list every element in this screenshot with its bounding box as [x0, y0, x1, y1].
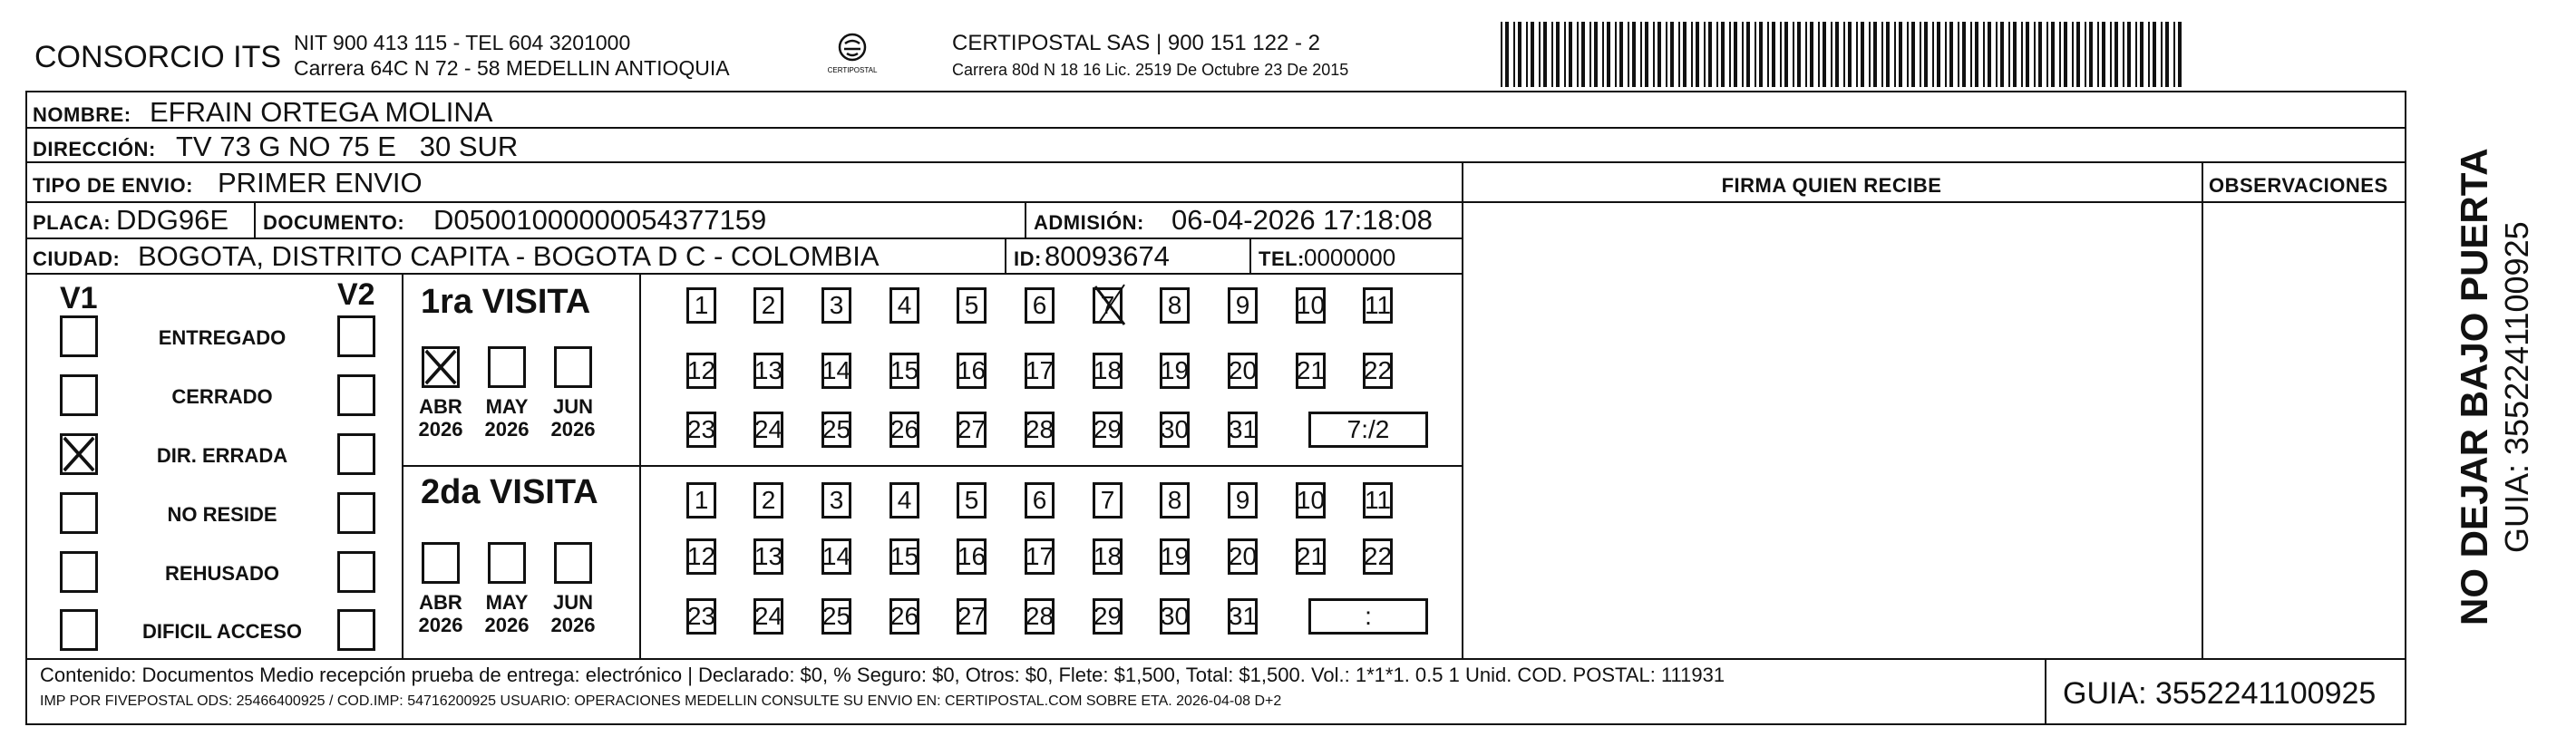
day-box: 3	[821, 482, 851, 519]
visit2-title: 2da VISITA	[421, 473, 598, 511]
day-box: 23	[686, 598, 716, 635]
day-box: 28	[1025, 412, 1055, 448]
day-box: 16	[957, 538, 987, 575]
admision-label: ADMISIÓN:	[1034, 211, 1144, 234]
day-box: 3	[821, 287, 851, 324]
day-box: 5	[957, 482, 987, 519]
day-box: 28	[1025, 598, 1055, 635]
day-box: 7	[1093, 287, 1123, 324]
carrier-license: Carrera 80d N 18 16 Lic. 2519 De Octubre 23 De 2015	[952, 61, 1349, 79]
placa-value: DDG96E	[116, 204, 229, 236]
month-checkbox	[488, 346, 526, 388]
ciudad-label: CIUDAD:	[33, 247, 121, 270]
day-box: 11	[1363, 287, 1393, 324]
day-box: 13	[753, 538, 783, 575]
day-box: 25	[821, 412, 851, 448]
id-label: ID:	[1014, 247, 1042, 270]
side-warning	[2416, 109, 2561, 635]
day-box: 10	[1296, 287, 1326, 324]
imp-line: IMP POR FIVEPOSTAL ODS: 25466400925 / COD.IMP: 54716200925 USUARIO: OPERACIONES MEDELLIN CONSULTE SU ENVIO EN: CERTIPOSTAL.COM SOBRE ETA. 2026-04-08 D+2	[40, 693, 1282, 709]
day-box: 21	[1296, 538, 1326, 575]
day-box: 1	[686, 287, 716, 324]
month-label	[541, 395, 605, 441]
v1-checkbox	[60, 609, 98, 651]
firma-header: FIRMA QUIEN RECIBE	[1721, 174, 1942, 197]
day-box: 22	[1363, 353, 1393, 389]
nombre-label: NOMBRE:	[33, 103, 131, 126]
day-box: 15	[889, 538, 919, 575]
ciudad-value: BOGOTA, DISTRITO CAPITA - BOGOTA D C - COLOMBIA	[138, 240, 880, 272]
month-year: 2026	[484, 418, 530, 441]
contenido-line: Contenido: Documentos Medio recepción prueba de entrega: electrónico | Declarado: $0, % Seguro: $0, Otros: $0, Flete: $1,500, Total: $1,500. Vol.: 1*1*1. 0.5 1 Unid. COD. POSTAL: 111931	[40, 664, 1725, 686]
time-box: 7:/2	[1308, 412, 1428, 448]
day-box: 26	[889, 598, 919, 635]
v2-checkbox	[337, 315, 375, 357]
month-name: JUN	[552, 591, 593, 614]
month-year: 2026	[418, 418, 463, 441]
day-box: 18	[1093, 353, 1123, 389]
documento-label: DOCUMENTO:	[263, 211, 405, 234]
v2-checkbox	[337, 492, 375, 534]
month-name: MAY	[485, 591, 529, 614]
v2-checkbox	[337, 551, 375, 593]
day-box: 6	[1025, 287, 1055, 324]
month-checkbox	[554, 542, 592, 584]
day-box: 6	[1025, 482, 1055, 519]
svg-text:CERTIPOSTAL: CERTIPOSTAL	[827, 66, 878, 74]
day-box: 14	[821, 353, 851, 389]
day-box: 9	[1228, 482, 1258, 519]
day-box: 19	[1160, 538, 1190, 575]
v2-checkbox	[337, 433, 375, 475]
no-dejar-bajo-puerta: NO DEJAR BAJO PUERTA	[2453, 148, 2495, 625]
direccion-value: TV 73 G NO 75 E 30 SUR	[176, 131, 519, 162]
side-guia: GUIA: 3552241100925	[2498, 221, 2535, 553]
documento-value: D05001000000054377159	[433, 204, 767, 236]
day-box: 8	[1160, 287, 1190, 324]
direccion-label: DIRECCIÓN:	[33, 138, 156, 160]
day-box: 18	[1093, 538, 1123, 575]
day-box: 22	[1363, 538, 1393, 575]
month-label	[541, 591, 605, 637]
barcode	[1501, 22, 2181, 87]
status-option-label: DIR. ERRADA	[156, 444, 288, 467]
observaciones-header: OBSERVACIONES	[2209, 174, 2388, 197]
month-label	[475, 591, 539, 637]
status-option-label: NO RESIDE	[167, 503, 277, 526]
day-box: 21	[1296, 353, 1326, 389]
day-box: 23	[686, 412, 716, 448]
day-box: 12	[686, 353, 716, 389]
v1-checkbox	[60, 492, 98, 534]
tel-label: TEL:	[1259, 247, 1305, 270]
admision-value: 06-04-2026 17:18:08	[1171, 204, 1433, 236]
day-box: 17	[1025, 538, 1055, 575]
tipo-envio-value: PRIMER ENVIO	[218, 167, 423, 199]
nombre-value: EFRAIN ORTEGA MOLINA	[150, 96, 493, 128]
month-name: MAY	[485, 395, 529, 418]
month-checkbox	[554, 346, 592, 388]
day-box: 13	[753, 353, 783, 389]
carrier-name-nit: CERTIPOSTAL SAS | 900 151 122 - 2	[952, 31, 1320, 55]
day-box: 4	[889, 287, 919, 324]
sender-nit-tel: NIT 900 413 115 - TEL 604 3201000	[294, 31, 631, 54]
id-value: 80093674	[1045, 240, 1170, 272]
day-box: 7	[1093, 482, 1123, 519]
sender-name: CONSORCIO ITS	[34, 40, 282, 74]
day-box: 12	[686, 538, 716, 575]
month-year: 2026	[550, 418, 596, 441]
month-label	[475, 395, 539, 441]
day-box: 27	[957, 598, 987, 635]
month-checkbox	[422, 542, 460, 584]
day-box: 24	[753, 412, 783, 448]
day-box: 27	[957, 412, 987, 448]
day-box: 8	[1160, 482, 1190, 519]
day-box: 26	[889, 412, 919, 448]
v1-checkbox	[60, 374, 98, 416]
v2-checkbox	[337, 609, 375, 651]
day-box: 24	[753, 598, 783, 635]
month-checkbox	[422, 346, 460, 388]
day-box: 19	[1160, 353, 1190, 389]
day-box: 2	[753, 482, 783, 519]
v1-checkbox	[60, 551, 98, 593]
day-box: 25	[821, 598, 851, 635]
month-name: ABR	[419, 395, 462, 418]
month-label	[409, 591, 472, 637]
visit1-title: 1ra VISITA	[421, 283, 591, 321]
day-box: 30	[1160, 598, 1190, 635]
day-box: 4	[889, 482, 919, 519]
tel-value: 0000000	[1304, 244, 1396, 271]
day-box: 20	[1228, 353, 1258, 389]
v1-header: V1	[60, 281, 98, 315]
day-box: 20	[1228, 538, 1258, 575]
day-box: 15	[889, 353, 919, 389]
month-year: 2026	[550, 614, 596, 637]
day-box: 16	[957, 353, 987, 389]
day-box: 31	[1228, 412, 1258, 448]
status-option-label: REHUSADO	[165, 562, 279, 585]
v2-header: V2	[337, 277, 375, 312]
footer-guia: GUIA: 3552241100925	[2063, 676, 2377, 711]
day-box: 29	[1093, 598, 1123, 635]
day-box: 11	[1363, 482, 1393, 519]
month-name: JUN	[552, 395, 593, 418]
v1-checkbox	[60, 315, 98, 357]
day-box: 17	[1025, 353, 1055, 389]
status-option-label: ENTREGADO	[158, 326, 287, 349]
month-checkbox	[488, 542, 526, 584]
month-year: 2026	[418, 614, 463, 637]
v1-checkbox	[60, 433, 98, 475]
placa-label: PLACA:	[33, 211, 112, 234]
day-box: 10	[1296, 482, 1326, 519]
time-box: :	[1308, 598, 1428, 635]
day-box: 2	[753, 287, 783, 324]
day-box: 29	[1093, 412, 1123, 448]
day-box: 5	[957, 287, 987, 324]
day-box: 30	[1160, 412, 1190, 448]
v2-checkbox	[337, 374, 375, 416]
day-box: 9	[1228, 287, 1258, 324]
month-year: 2026	[484, 614, 530, 637]
day-box: 31	[1228, 598, 1258, 635]
status-option-label: DIFICIL ACCESO	[141, 620, 302, 643]
sender-address: Carrera 64C N 72 - 58 MEDELLIN ANTIOQUIA	[294, 56, 730, 80]
day-box: 14	[821, 538, 851, 575]
status-option-label: CERRADO	[171, 385, 273, 408]
month-name: ABR	[419, 591, 462, 614]
certipostal-logo	[827, 31, 878, 76]
day-box: 1	[686, 482, 716, 519]
tipo-envio-label: TIPO DE ENVIO:	[33, 174, 193, 197]
month-label	[409, 395, 472, 441]
